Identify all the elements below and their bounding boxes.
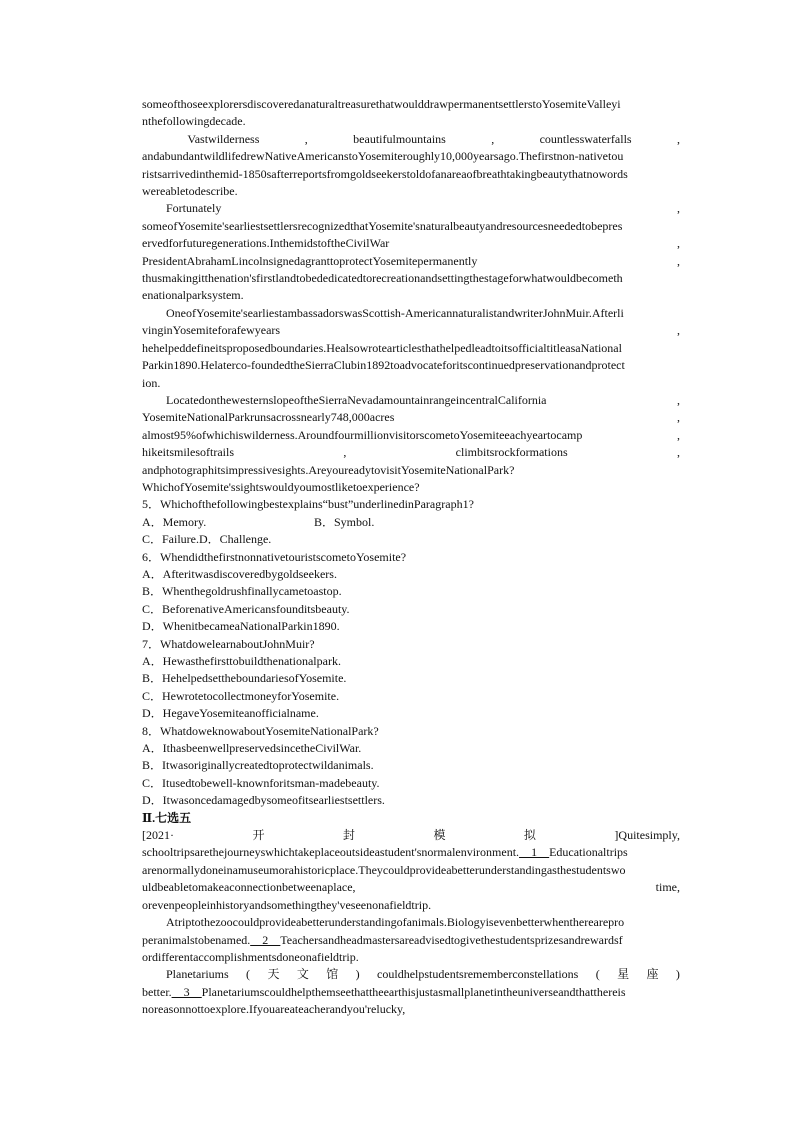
option-a: A．Hewasthefirsttobuildthenationalpark. xyxy=(142,654,341,668)
justified-line xyxy=(142,253,680,270)
text-line: thusmakingitthenation'sfirstlandtobededicatedtorecreationandsettingthestageforwhatwouldbecometh xyxy=(142,271,623,286)
text-fragment: Vastwilderness xyxy=(187,131,260,146)
text-fragment: ervedforfuturegenerations.InthemidstoftheCivilWar xyxy=(142,236,390,251)
text-line xyxy=(142,984,680,1001)
text-fragment: Educationaltrips xyxy=(549,845,628,860)
text-line: someofYosemite'searliestsettlersrecognizedthatYosemite'snaturalbeautyandresourcesneededtobepres xyxy=(142,218,623,233)
text-line: someofthoseexplorersdiscoveredanaturaltreasurethatwoulddrawpermanentsettlerstoYosemiteValleyi xyxy=(142,97,621,111)
text-fragment: , xyxy=(677,392,680,407)
text-line: ion. xyxy=(142,375,161,390)
blank-1: __1__ xyxy=(519,845,550,860)
text-fragment: schooltripsarethejourneyswhichtakeplaceoutsideastudent'snormalenvironment. xyxy=(142,845,520,860)
justified-line xyxy=(142,235,680,252)
justified-line xyxy=(142,879,680,896)
justified-line xyxy=(142,131,680,148)
text-fragment: 文 xyxy=(296,967,309,982)
option-c: C．HewrotetocollectmoneyforYosemite. xyxy=(142,688,340,703)
document-page xyxy=(142,96,680,1019)
text-fragment: almost95%ofwhichiswilderness.AroundfourmillionvisitorscometoYosemiteeachyeartocamp xyxy=(142,427,583,442)
question-stem: 8．WhatdoweknowaboutYosemiteNationalPark? xyxy=(142,723,379,738)
option-row: C．Failure.D．Challenge. xyxy=(142,532,272,547)
passage-paragraph-0 xyxy=(142,96,680,131)
text-fragment: Planetariumscouldhelpthemseethattheearthisjustasmallplanetintheuniverseandthatthereis xyxy=(201,984,626,999)
text-line: enationalparksystem. xyxy=(142,288,244,303)
section-heading: Ⅱ.七选五 xyxy=(142,810,192,825)
text-fragment: ) xyxy=(675,967,680,982)
text-line: andphotographitsimpressivesights.AreyoureadytovisitYosemiteNationalPark? xyxy=(142,462,515,477)
text-line: wereabletodescribe. xyxy=(142,184,238,199)
text-line: ordifferentaccomplishmentsdoneonafieldtrip. xyxy=(142,949,359,964)
question-stem: 5．Whichofthefollowingbestexplains“bust”underlinedinParagraph1? xyxy=(142,497,474,512)
text-fragment: YosemiteNationalParkrunsacrossnearly748,000acres xyxy=(142,410,395,425)
text-fragment: LocatedonthewesternslopeoftheSierraNevadamountainrangeincentralCalifornia xyxy=(166,392,547,407)
text-line: noreasonnottoexplore.Ifyouareateacherandyou'relucky, xyxy=(142,1002,406,1017)
justified-line xyxy=(142,322,680,339)
passage-paragraph-4 xyxy=(142,392,680,496)
justified-line xyxy=(142,444,680,461)
text-line: OneofYosemite'searliestambassadorswasScottish-AmericannaturalistandwriterJohnMuir.Afterli xyxy=(166,305,624,320)
question-5 xyxy=(142,496,680,548)
option-d: D．HegaveYosemiteanofficialname. xyxy=(142,706,319,721)
text-line: WhichofYosemite'ssightswouldyoumostliketoexperience? xyxy=(142,479,420,494)
option-row xyxy=(142,514,680,531)
section2-paragraph-2 xyxy=(142,914,680,966)
text-fragment: , xyxy=(677,427,680,442)
passage-paragraph-1 xyxy=(142,131,680,201)
text-fragment: , xyxy=(677,201,680,216)
justified-line xyxy=(142,200,680,217)
text-fragment: Fortunately xyxy=(166,201,222,216)
text-fragment: 模 xyxy=(433,828,446,843)
text-fragment: 座 xyxy=(646,967,659,982)
passage-paragraph-3 xyxy=(142,305,680,392)
option-b: B．Symbol. xyxy=(314,514,375,529)
text-fragment: 拟 xyxy=(523,828,536,843)
option-b: B．HehelpedsettheboundariesofYosemite. xyxy=(142,671,347,686)
question-stem: 6．WhendidthefirstnonnativetouristscometoYosemite? xyxy=(142,549,407,564)
text-line: hehelpeddefineitsproposedboundaries.HealsowrotearticlesthathelpedleadtoitsofficialtitleasaNational xyxy=(142,340,622,355)
text-fragment: 封 xyxy=(342,828,355,843)
option-b: B．Itwasoriginallycreatedtoprotectwildanimals. xyxy=(142,758,374,773)
section2-paragraph-1 xyxy=(142,827,680,914)
text-line: orevenpeopleinhistoryandsomethingthey'veseenonafieldtrip. xyxy=(142,897,432,912)
text-fragment: beautifulmountains xyxy=(353,131,446,146)
option-c: C．Itusedtobewell-knownforitsman-madebeauty. xyxy=(142,775,380,790)
text-fragment: ) xyxy=(355,967,360,982)
text-fragment: better. xyxy=(142,984,172,999)
text-fragment: 星 xyxy=(617,967,630,982)
text-fragment: uldbeabletomakeaconnectionbetweenaplace, xyxy=(142,880,356,895)
text-fragment: ( xyxy=(595,967,600,982)
passage-paragraph-2 xyxy=(142,200,680,304)
justified-line xyxy=(142,827,680,844)
option-c: C．BeforenativeAmericansfounditsbeauty. xyxy=(142,601,350,616)
text-fragment: Planetariums xyxy=(166,967,229,982)
option-a: A．Afteritwasdiscoveredbygoldseekers. xyxy=(142,566,337,581)
text-line: ristsarrivedinthemid-1850safterreportsfromgoldseekerstoldofanareaofbreathtakingbeautythatnowords xyxy=(142,166,628,181)
text-fragment: ( xyxy=(246,967,251,982)
justified-line xyxy=(142,427,680,444)
text-fragment: vinginYosemiteforafewyears xyxy=(142,323,281,338)
option-d: D．WhenitbecameaNationalParkin1890. xyxy=(142,619,340,634)
text-fragment: , xyxy=(677,236,680,251)
text-line xyxy=(142,844,680,861)
text-fragment: , xyxy=(304,131,308,146)
justified-line xyxy=(142,966,680,983)
text-fragment: peranimalstobenamed. xyxy=(142,932,251,947)
justified-line xyxy=(142,392,680,409)
text-fragment: hikeitsmilesoftrails xyxy=(142,445,234,460)
text-line: Atriptothezoocouldprovideabetterunderstandingofanimals.Biologyisevenbetterwhentherearepro xyxy=(166,915,625,930)
text-fragment: PresidentAbrahamLincolnsignedagranttoprotectYosemitepermanently xyxy=(142,253,478,268)
text-fragment: 馆 xyxy=(326,967,339,982)
text-line: Parkin1890.Helaterco-foundedtheSierraClubin1892toadvocateforitscontinuedpreservationandprotect xyxy=(142,358,625,373)
text-fragment: , xyxy=(343,445,347,460)
blank-3: __3__ xyxy=(171,984,202,999)
text-fragment: , xyxy=(676,131,680,146)
option-a: A．Memory. xyxy=(142,514,207,529)
text-fragment: , xyxy=(677,323,680,338)
text-fragment: , xyxy=(491,131,495,146)
option-d: D．Itwasoncedamagedbysomeofitsearliestsettlers. xyxy=(142,793,385,808)
question-stem: 7．WhatdowelearnaboutJohnMuir? xyxy=(142,636,315,651)
text-fragment: , xyxy=(677,410,680,425)
question-6 xyxy=(142,549,680,636)
option-b: B．Whenthegoldrushfinallycametoastop. xyxy=(142,584,342,599)
text-line: nthefollowingdecade. xyxy=(142,114,246,129)
justified-line xyxy=(142,409,680,426)
text-fragment: 开 xyxy=(252,828,265,843)
question-8 xyxy=(142,723,680,810)
text-fragment: Teachersandheadmastersareadvisedtogivethestudentsprizesandrewardsf xyxy=(280,932,623,947)
text-fragment: couldhelpstudentsrememberconstellations xyxy=(377,967,579,982)
text-fragment: ]Quitesimply, xyxy=(614,828,680,843)
text-fragment: countlesswaterfalls xyxy=(539,131,632,146)
text-fragment: , xyxy=(677,253,680,268)
text-line: andabundantwildlifedrewNativeAmericanstoYosemiteroughly10,000yearsago.Thefirstnon-nativetou xyxy=(142,149,624,164)
text-fragment: 天 xyxy=(267,967,280,982)
question-7 xyxy=(142,636,680,723)
text-fragment: [2021· xyxy=(142,828,174,843)
section2-paragraph-3 xyxy=(142,966,680,1018)
option-a: A．IthasbeenwellpreservedsincetheCivilWar. xyxy=(142,741,362,756)
text-line xyxy=(142,932,680,949)
text-line: arenormallydoneinamuseumorahistoricplace.Theycouldprovideabetterunderstandingasthestudentswo xyxy=(142,862,626,877)
blank-2: __2__ xyxy=(250,932,281,947)
text-fragment: , xyxy=(676,445,680,460)
text-fragment: climbitsrockformations xyxy=(455,445,568,460)
text-fragment: time, xyxy=(655,880,680,895)
